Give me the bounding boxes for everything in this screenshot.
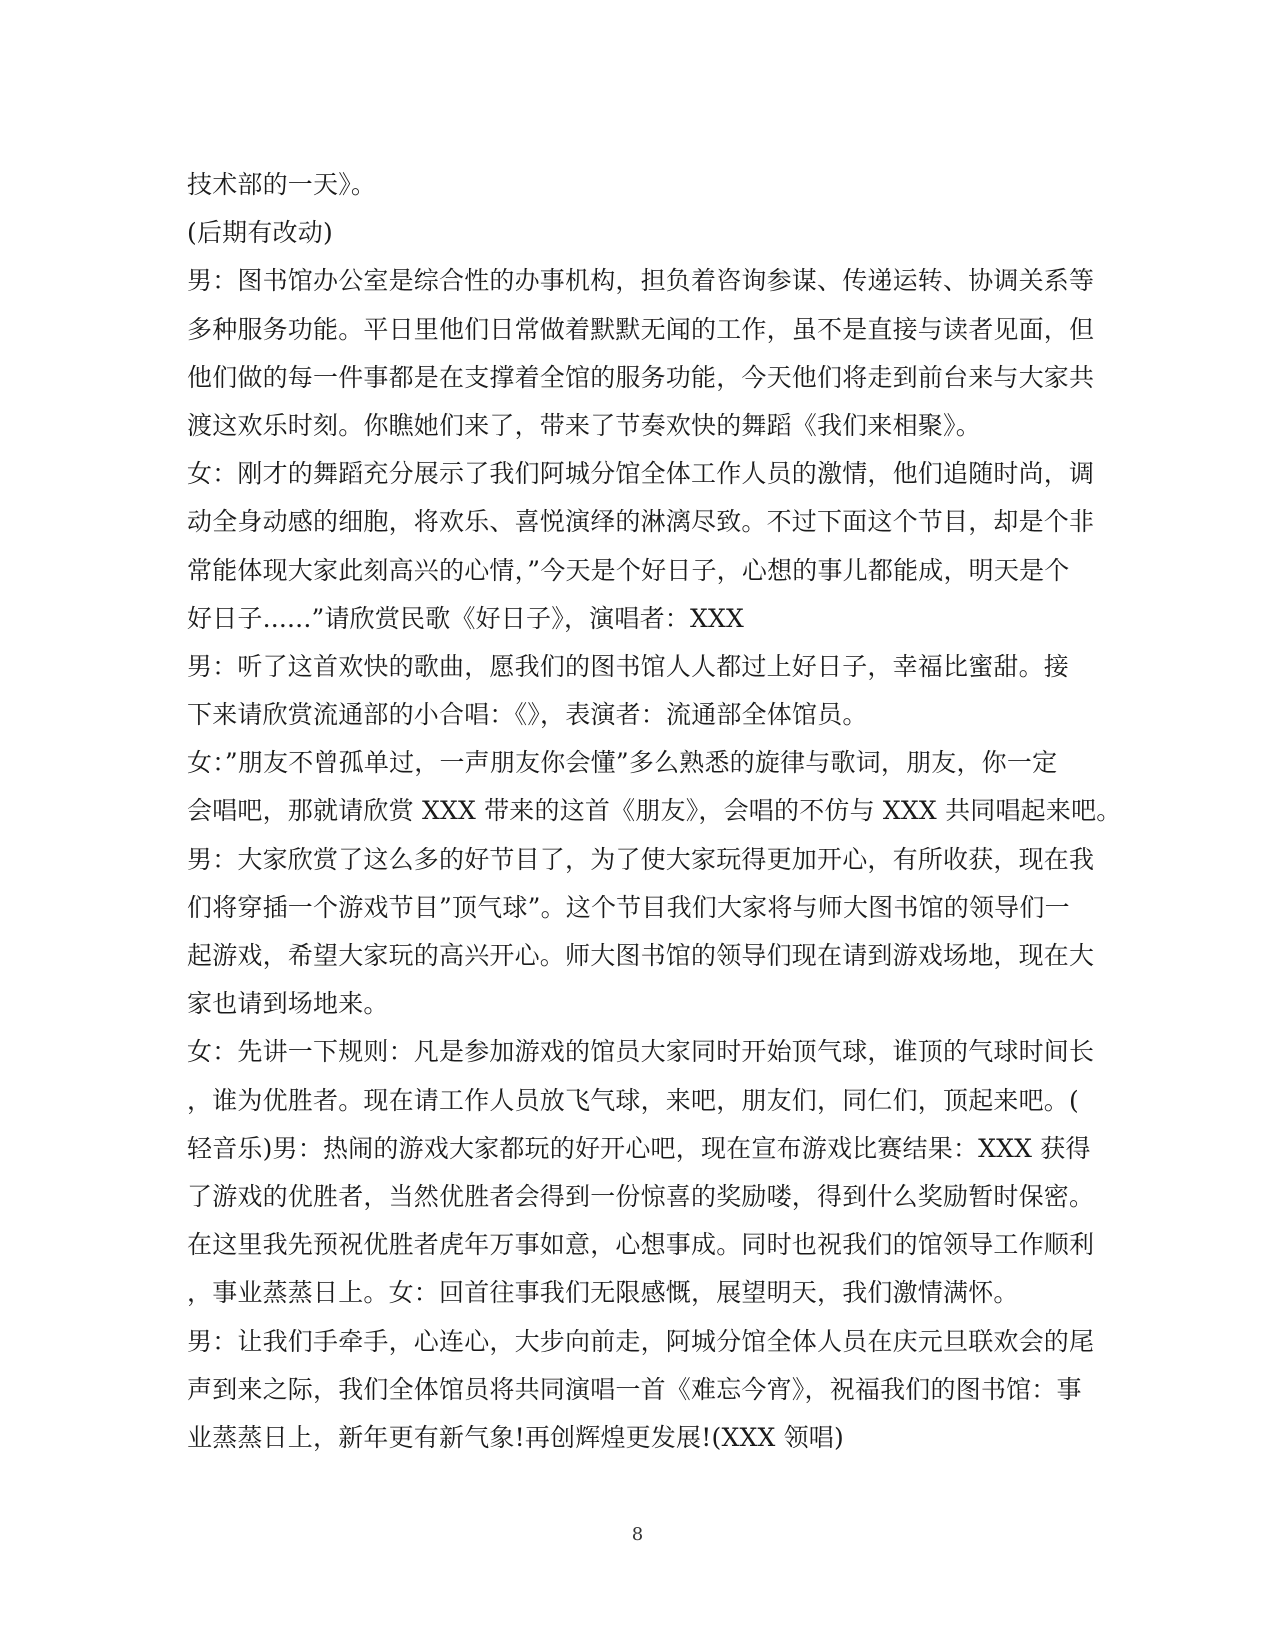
text-line: 多种服务功能。平日里他们日常做着默默无闻的工作，虽不是直接与读者见面，但 [187, 314, 1095, 344]
text-line: 男：听了这首欢快的歌曲，愿我们的图书馆人人都过上好日子，幸福比蜜甜。接 [187, 651, 1070, 681]
text-line: 女：”朋友不曾孤单过，一声朋友你会懂”多么熟悉的旋律与歌词，朋友，你一定 [187, 748, 1058, 778]
text-line: 了游戏的优胜者，当然优胜者会得到一份惊喜的奖励喽，得到什么奖励暂时保密。 [187, 1181, 1095, 1211]
document-body [187, 161, 1122, 1462]
text-line: 男：大家欣赏了这么多的好节目了，为了使大家玩得更加开心，有所收获，现在我 [187, 844, 1095, 874]
text-line: 女：刚才的舞蹈充分展示了我们阿城分馆全体工作人员的激情，他们追随时尚，调 [187, 459, 1095, 489]
text-line: 渡这欢乐时刻。你瞧她们来了，带来了节奏欢快的舞蹈《我们来相聚》。 [187, 410, 981, 440]
text-line: ，事业蒸蒸日上。女：回首往事我们无限感慨，展望明天，我们激情满怀。 [187, 1278, 1019, 1308]
text-line: 女：先讲一下规则：凡是参加游戏的馆员大家同时开始顶气球，谁顶的气球时间长 [187, 1037, 1095, 1067]
text-line: 男：让我们手牵手，心连心，大步向前走，阿城分馆全体人员在庆元旦联欢会的尾 [187, 1326, 1095, 1356]
text-line: 好日子......”请欣赏民歌《好日子》，演唱者：XXX [187, 603, 744, 633]
text-line: 他们做的每一件事都是在支撑着全馆的服务功能，今天他们将走到前台来与大家共 [187, 362, 1095, 392]
text-line: 在这里我先预祝优胜者虎年万事如意，心想事成。同时也祝我们的馆领导工作顺利 [187, 1230, 1095, 1260]
text-line: 们将穿插一个游戏节目”顶气球”。这个节目我们大家将与师大图书馆的领导们一 [187, 892, 1070, 922]
text-line: 声到来之际，我们全体馆员将共同演唱一首《难忘今宵》，祝福我们的图书馆：事 [187, 1374, 1082, 1404]
text-line: ，谁为优胜者。现在请工作人员放飞气球，来吧，朋友们，同仁们，顶起来吧。( [187, 1085, 1079, 1115]
text-line: 下来请欣赏流通部的小合唱：《》，表演者：流通部全体馆员。 [187, 700, 868, 730]
page-number: 8 [631, 1524, 644, 1545]
text-line: 会唱吧，那就请欣赏 XXX 带来的这首《朋友》，会唱的不仿与 XXX 共同唱起来吧。 [187, 796, 1122, 826]
text-line: 家也请到场地来。 [187, 989, 389, 1019]
text-line: 男：图书馆办公室是综合性的办事机构，担负着咨询参谋、传递运转、协调关系等 [187, 266, 1095, 296]
text-line: 轻音乐)男：热闹的游戏大家都玩的好开心吧，现在宣布游戏比赛结果：XXX 获得 [187, 1133, 1091, 1163]
text-line: 技术部的一天》。 [187, 170, 377, 199]
text-line: 动全身动感的细胞，将欢乐、喜悦演绎的淋漓尽致。不过下面这个节目，却是个非 [187, 507, 1095, 537]
text-line: 业蒸蒸日上，新年更有新气象!再创辉煌更发展!(XXX 领唱) [187, 1422, 844, 1452]
text-line: 起游戏，希望大家玩的高兴开心。师大图书馆的领导们现在请到游戏场地，现在大 [187, 941, 1095, 970]
text-line: 常能体现大家此刻高兴的心情，”今天是个好日子，心想的事儿都能成，明天是个 [187, 555, 1070, 585]
text-line: (后期有改动) [187, 218, 333, 248]
